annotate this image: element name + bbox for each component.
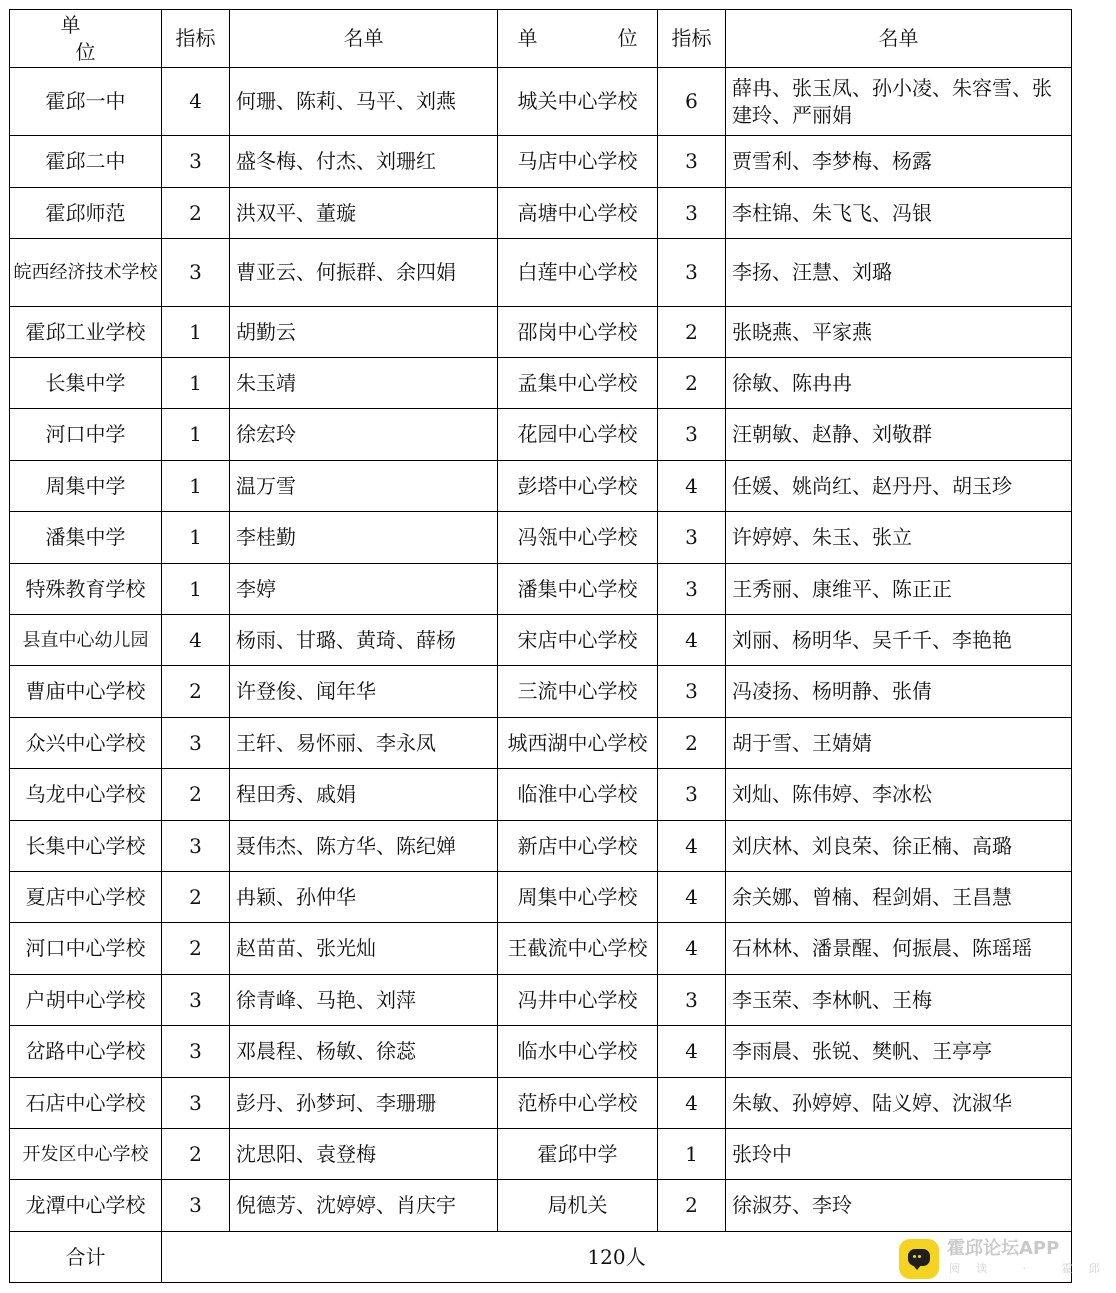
unit-cell-left: 石店中心学校 bbox=[10, 1078, 162, 1129]
names-cell-right: 徐敏、陈冉冉 bbox=[726, 358, 1072, 409]
table-row bbox=[10, 512, 1072, 564]
unit-cell-right: 霍邱中学 bbox=[498, 1129, 658, 1180]
names-cell-left: 盛冬梅、付杰、刘珊红 bbox=[230, 136, 498, 188]
names-cell-right: 石林林、潘景醒、何振晨、陈瑶瑶 bbox=[726, 923, 1072, 975]
quota-cell-right: 3 bbox=[658, 239, 726, 307]
quota-cell-right: 3 bbox=[658, 666, 726, 718]
header-quota-left: 指标 bbox=[162, 10, 230, 68]
unit-cell-left: 霍邱二中 bbox=[10, 136, 162, 188]
table-row bbox=[10, 239, 1072, 307]
chat-bubble-icon bbox=[899, 1239, 939, 1279]
names-cell-left: 胡勤云 bbox=[230, 307, 498, 358]
unit-cell-right: 王截流中心学校 bbox=[498, 923, 658, 975]
table-row bbox=[10, 188, 1072, 239]
unit-cell-right: 马店中心学校 bbox=[498, 136, 658, 188]
names-cell-right: 余关娜、曾楠、程剑娟、王昌慧 bbox=[726, 872, 1072, 923]
unit-cell-right: 局机关 bbox=[498, 1180, 658, 1232]
unit-cell-left: 霍邱师范 bbox=[10, 188, 162, 239]
names-cell-right: 徐淑芬、李玲 bbox=[726, 1180, 1072, 1232]
names-cell-right: 李扬、汪慧、刘璐 bbox=[726, 239, 1072, 307]
unit-cell-right: 临淮中心学校 bbox=[498, 769, 658, 821]
names-cell-left: 赵苗苗、张光灿 bbox=[230, 923, 498, 975]
names-cell-right: 任媛、姚尚红、赵丹丹、胡玉珍 bbox=[726, 461, 1072, 512]
names-cell-left: 徐青峰、马艳、刘萍 bbox=[230, 975, 498, 1026]
unit-cell-right: 花园中心学校 bbox=[498, 409, 658, 461]
table-row bbox=[10, 307, 1072, 358]
header-unit-right: 单 位 bbox=[498, 10, 658, 68]
quota-cell-right: 3 bbox=[658, 564, 726, 615]
quota-cell-right: 2 bbox=[658, 718, 726, 769]
names-cell-right: 薛冉、张玉凤、孙小凌、朱容雪、张建玲、严丽娟 bbox=[726, 68, 1072, 136]
names-cell-right: 刘丽、杨明华、吴千千、李艳艳 bbox=[726, 615, 1072, 666]
unit-cell-right: 范桥中心学校 bbox=[498, 1078, 658, 1129]
names-cell-right: 王秀丽、康维平、陈正正 bbox=[726, 564, 1072, 615]
unit-cell-left: 河口中学 bbox=[10, 409, 162, 461]
names-cell-left: 洪双平、董璇 bbox=[230, 188, 498, 239]
quota-cell-left: 4 bbox=[162, 68, 230, 136]
quota-cell-right: 3 bbox=[658, 512, 726, 564]
names-cell-left: 杨雨、甘璐、黄琦、薛杨 bbox=[230, 615, 498, 666]
names-cell-left: 王轩、易怀丽、李永凤 bbox=[230, 718, 498, 769]
quota-cell-left: 1 bbox=[162, 409, 230, 461]
unit-cell-left: 乌龙中心学校 bbox=[10, 769, 162, 821]
quota-cell-right: 4 bbox=[658, 1078, 726, 1129]
names-cell-right: 张晓燕、平家燕 bbox=[726, 307, 1072, 358]
table-row bbox=[10, 409, 1072, 461]
table-row bbox=[10, 1129, 1072, 1180]
table-row bbox=[10, 1026, 1072, 1078]
unit-cell-right: 冯井中心学校 bbox=[498, 975, 658, 1026]
quota-cell-right: 4 bbox=[658, 872, 726, 923]
names-cell-left: 朱玉靖 bbox=[230, 358, 498, 409]
unit-cell-left: 众兴中心学校 bbox=[10, 718, 162, 769]
table-row bbox=[10, 769, 1072, 821]
unit-cell-right: 潘集中心学校 bbox=[498, 564, 658, 615]
unit-cell-left: 皖西经济技术学校 bbox=[10, 239, 162, 307]
quota-cell-left: 2 bbox=[162, 923, 230, 975]
table-row bbox=[10, 564, 1072, 615]
table-row bbox=[10, 718, 1072, 769]
names-cell-left: 聂伟杰、陈方华、陈纪婵 bbox=[230, 821, 498, 872]
table-row bbox=[10, 136, 1072, 188]
quota-cell-left: 4 bbox=[162, 615, 230, 666]
unit-cell-left: 开发区中心学校 bbox=[10, 1129, 162, 1180]
header-names-left: 名单 bbox=[230, 10, 498, 68]
names-cell-left: 李婷 bbox=[230, 564, 498, 615]
table-row bbox=[10, 975, 1072, 1026]
quota-cell-left: 3 bbox=[162, 239, 230, 307]
quota-cell-right: 3 bbox=[658, 136, 726, 188]
quota-cell-right: 4 bbox=[658, 923, 726, 975]
names-cell-left: 程田秀、戚娟 bbox=[230, 769, 498, 821]
quota-cell-right: 3 bbox=[658, 409, 726, 461]
quota-cell-right: 3 bbox=[658, 769, 726, 821]
table-row bbox=[10, 872, 1072, 923]
names-cell-right: 许婷婷、朱玉、张立 bbox=[726, 512, 1072, 564]
names-cell-right: 朱敏、孙婷婷、陆义婷、沈淑华 bbox=[726, 1078, 1072, 1129]
unit-cell-left: 曹庙中心学校 bbox=[10, 666, 162, 718]
unit-cell-right: 临水中心学校 bbox=[498, 1026, 658, 1078]
unit-cell-right: 城关中心学校 bbox=[498, 68, 658, 136]
table-row bbox=[10, 68, 1072, 136]
unit-cell-left: 周集中学 bbox=[10, 461, 162, 512]
quota-cell-left: 2 bbox=[162, 769, 230, 821]
quota-cell-right: 4 bbox=[658, 461, 726, 512]
names-cell-left: 沈思阳、袁登梅 bbox=[230, 1129, 498, 1180]
names-cell-left: 李桂勤 bbox=[230, 512, 498, 564]
names-cell-left: 曹亚云、何振群、余四娟 bbox=[230, 239, 498, 307]
names-cell-left: 何珊、陈莉、马平、刘燕 bbox=[230, 68, 498, 136]
names-cell-right: 刘灿、陈伟婷、李冰松 bbox=[726, 769, 1072, 821]
quota-cell-right: 4 bbox=[658, 821, 726, 872]
table-row bbox=[10, 923, 1072, 975]
table-row bbox=[10, 615, 1072, 666]
names-cell-left: 彭丹、孙梦珂、李珊珊 bbox=[230, 1078, 498, 1129]
table-row bbox=[10, 461, 1072, 512]
quota-cell-left: 2 bbox=[162, 188, 230, 239]
quota-cell-left: 3 bbox=[162, 1180, 230, 1232]
unit-cell-left: 潘集中学 bbox=[10, 512, 162, 564]
quota-cell-left: 1 bbox=[162, 512, 230, 564]
quota-cell-right: 4 bbox=[658, 615, 726, 666]
header-unit-left: 单 位 bbox=[10, 10, 162, 68]
unit-cell-left: 县直中心幼儿园 bbox=[10, 615, 162, 666]
watermark bbox=[899, 1237, 1116, 1281]
quota-cell-right: 3 bbox=[658, 188, 726, 239]
allocation-table bbox=[9, 9, 1072, 1283]
quota-cell-left: 2 bbox=[162, 1129, 230, 1180]
quota-cell-left: 3 bbox=[162, 821, 230, 872]
quota-cell-right: 1 bbox=[658, 1129, 726, 1180]
unit-cell-right: 三流中心学校 bbox=[498, 666, 658, 718]
unit-cell-right: 城西湖中心学校 bbox=[498, 718, 658, 769]
total-value: 120人 bbox=[162, 1232, 1072, 1283]
unit-cell-right: 高塘中心学校 bbox=[498, 188, 658, 239]
names-cell-right: 张玲中 bbox=[726, 1129, 1072, 1180]
watermark-subtitle: 阅读 · 霍邱 bbox=[949, 1262, 1116, 1275]
names-cell-left: 徐宏玲 bbox=[230, 409, 498, 461]
quota-cell-left: 3 bbox=[162, 136, 230, 188]
unit-cell-right: 孟集中心学校 bbox=[498, 358, 658, 409]
quota-cell-left: 2 bbox=[162, 872, 230, 923]
quota-cell-left: 3 bbox=[162, 975, 230, 1026]
quota-cell-left: 2 bbox=[162, 666, 230, 718]
quota-cell-left: 3 bbox=[162, 718, 230, 769]
unit-cell-left: 岔路中心学校 bbox=[10, 1026, 162, 1078]
names-cell-right: 汪朝敏、赵静、刘敬群 bbox=[726, 409, 1072, 461]
names-cell-right: 冯凌扬、杨明静、张倩 bbox=[726, 666, 1072, 718]
unit-cell-left: 河口中心学校 bbox=[10, 923, 162, 975]
unit-cell-left: 特殊教育学校 bbox=[10, 564, 162, 615]
table-row bbox=[10, 1078, 1072, 1129]
table-row bbox=[10, 666, 1072, 718]
quota-cell-right: 2 bbox=[658, 358, 726, 409]
table-row bbox=[10, 1180, 1072, 1232]
names-cell-right: 贾雪利、李梦梅、杨露 bbox=[726, 136, 1072, 188]
unit-cell-right: 邵岗中心学校 bbox=[498, 307, 658, 358]
unit-cell-left: 夏店中心学校 bbox=[10, 872, 162, 923]
table-row bbox=[10, 358, 1072, 409]
header-quota-right: 指标 bbox=[658, 10, 726, 68]
quota-cell-right: 3 bbox=[658, 975, 726, 1026]
names-cell-right: 刘庆林、刘良荣、徐正楠、高璐 bbox=[726, 821, 1072, 872]
names-cell-right: 李雨晨、张锐、樊帆、王亭亭 bbox=[726, 1026, 1072, 1078]
unit-cell-left: 霍邱一中 bbox=[10, 68, 162, 136]
names-cell-left: 倪德芳、沈婷婷、肖庆宇 bbox=[230, 1180, 498, 1232]
unit-cell-left: 户胡中心学校 bbox=[10, 975, 162, 1026]
names-cell-right: 李柱锦、朱飞飞、冯银 bbox=[726, 188, 1072, 239]
quota-cell-right: 2 bbox=[658, 307, 726, 358]
unit-cell-right: 彭塔中心学校 bbox=[498, 461, 658, 512]
unit-cell-right: 周集中心学校 bbox=[498, 872, 658, 923]
unit-cell-right: 宋店中心学校 bbox=[498, 615, 658, 666]
quota-cell-right: 6 bbox=[658, 68, 726, 136]
table-row bbox=[10, 821, 1072, 872]
quota-cell-left: 1 bbox=[162, 564, 230, 615]
unit-cell-left: 龙潭中心学校 bbox=[10, 1180, 162, 1232]
quota-cell-right: 2 bbox=[658, 1180, 726, 1232]
unit-cell-right: 新店中心学校 bbox=[498, 821, 658, 872]
names-cell-right: 李玉荣、李林帆、王梅 bbox=[726, 975, 1072, 1026]
names-cell-left: 邓晨程、杨敏、徐蕊 bbox=[230, 1026, 498, 1078]
header-names-right: 名单 bbox=[726, 10, 1072, 68]
quota-cell-left: 1 bbox=[162, 461, 230, 512]
unit-cell-left: 长集中心学校 bbox=[10, 821, 162, 872]
quota-cell-left: 1 bbox=[162, 358, 230, 409]
quota-cell-left: 1 bbox=[162, 307, 230, 358]
quota-cell-left: 3 bbox=[162, 1078, 230, 1129]
names-cell-left: 温万雪 bbox=[230, 461, 498, 512]
names-cell-right: 胡于雪、王婧婧 bbox=[726, 718, 1072, 769]
watermark-title: 霍邱论坛APP bbox=[947, 1238, 1060, 1259]
unit-cell-right: 冯瓴中心学校 bbox=[498, 512, 658, 564]
unit-cell-left: 长集中学 bbox=[10, 358, 162, 409]
header-row bbox=[10, 10, 1072, 68]
quota-cell-right: 4 bbox=[658, 1026, 726, 1078]
names-cell-left: 冉颖、孙仲华 bbox=[230, 872, 498, 923]
names-cell-left: 许登俊、闻年华 bbox=[230, 666, 498, 718]
total-label: 合计 bbox=[10, 1232, 162, 1283]
quota-cell-left: 3 bbox=[162, 1026, 230, 1078]
unit-cell-left: 霍邱工业学校 bbox=[10, 307, 162, 358]
unit-cell-right: 白莲中心学校 bbox=[498, 239, 658, 307]
